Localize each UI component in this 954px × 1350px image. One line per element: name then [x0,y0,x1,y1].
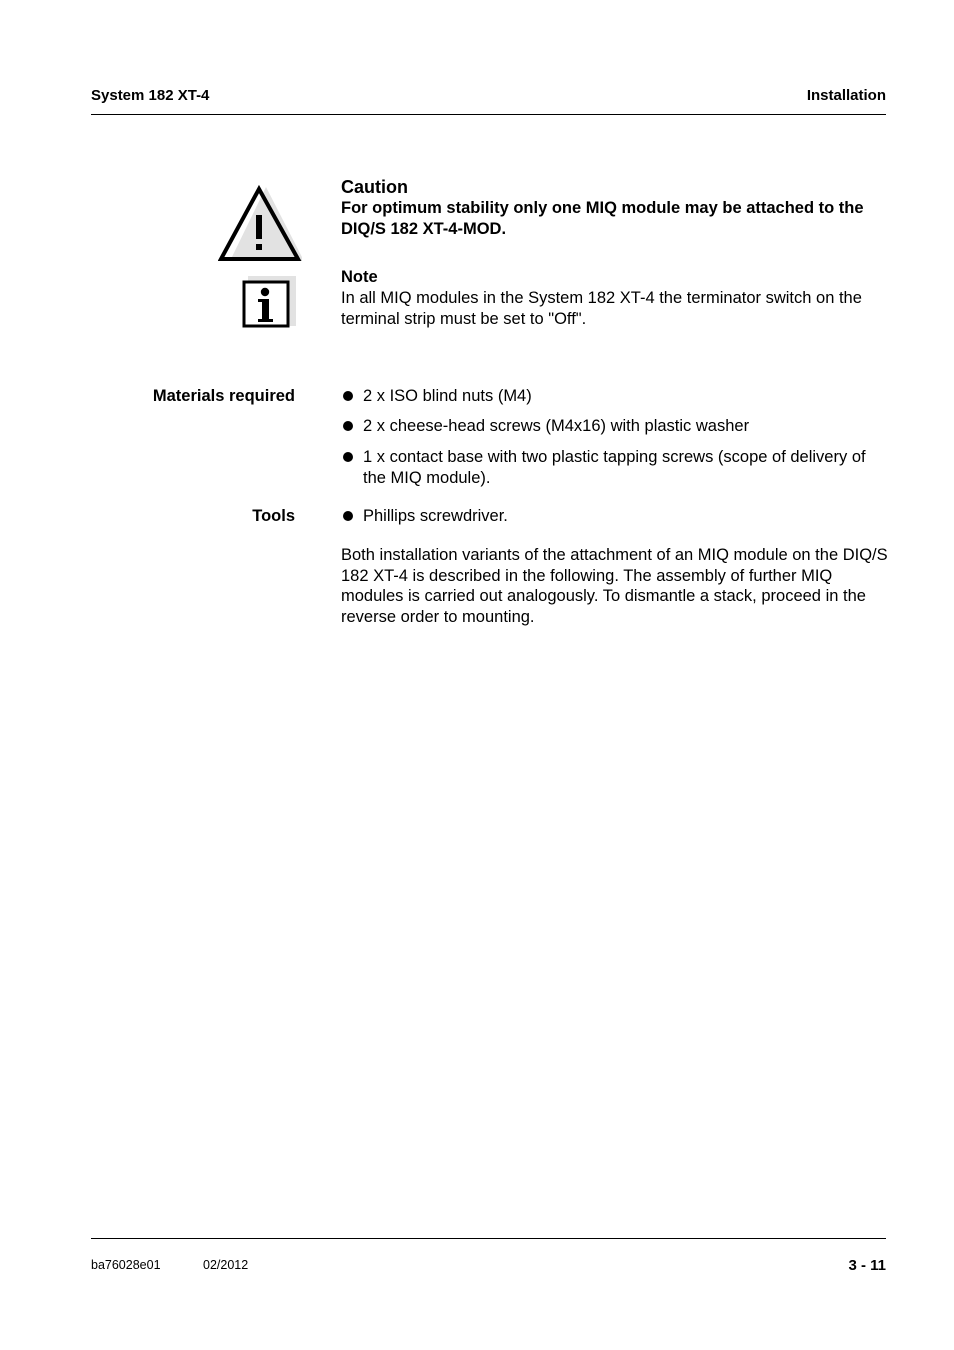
list-item: Phillips screwdriver. [341,506,889,527]
bullet-icon [343,421,353,431]
list-item: 2 x ISO blind nuts (M4) [341,386,889,407]
tools-list [341,506,889,527]
bullet-icon [343,391,353,401]
caution-title: Caution [341,177,408,197]
materials-list [341,386,889,489]
page-header [91,86,886,115]
footer-document-id: ba76028e01 [91,1258,161,1272]
caution-block [341,176,889,240]
materials-label: Materials required [152,387,295,405]
info-icon [240,274,298,330]
note-title: Note [341,268,378,286]
list-item: 1 x contact base with two plastic tapping screws (scope of delivery of the MIQ module). [341,447,889,489]
list-item: 2 x cheese-head screws (M4x16) with plastic washer [341,416,889,437]
note-text: In all MIQ modules in the System 182 XT-4 the terminator switch on the terminal strip must be set to "Off". [341,289,862,328]
footer-date: 02/2012 [203,1258,249,1272]
header-chapter-title: Installation [806,87,886,104]
page-footer [91,1238,886,1279]
bullet-icon [343,452,353,462]
page-number: 3 - 11 [848,1257,886,1274]
note-block [341,267,889,330]
header-manual-title: System 182 XT-4 [91,87,210,104]
bullet-icon [343,511,353,521]
tools-label: Tools [252,507,295,525]
installation-paragraph: Both installation variants of the attachment of an MIQ module on the DIQ/S 182 XT-4 is described in the following. The assembly of further MIQ modules is carried out analogously. To dismantle a stack, proceed in the reverse order to mounting. [341,546,888,626]
warning-triangle-icon [218,183,302,263]
caution-text: For optimum stability only one MIQ module may be attached to the DIQ/S 182 XT-4-MOD. [341,199,864,238]
